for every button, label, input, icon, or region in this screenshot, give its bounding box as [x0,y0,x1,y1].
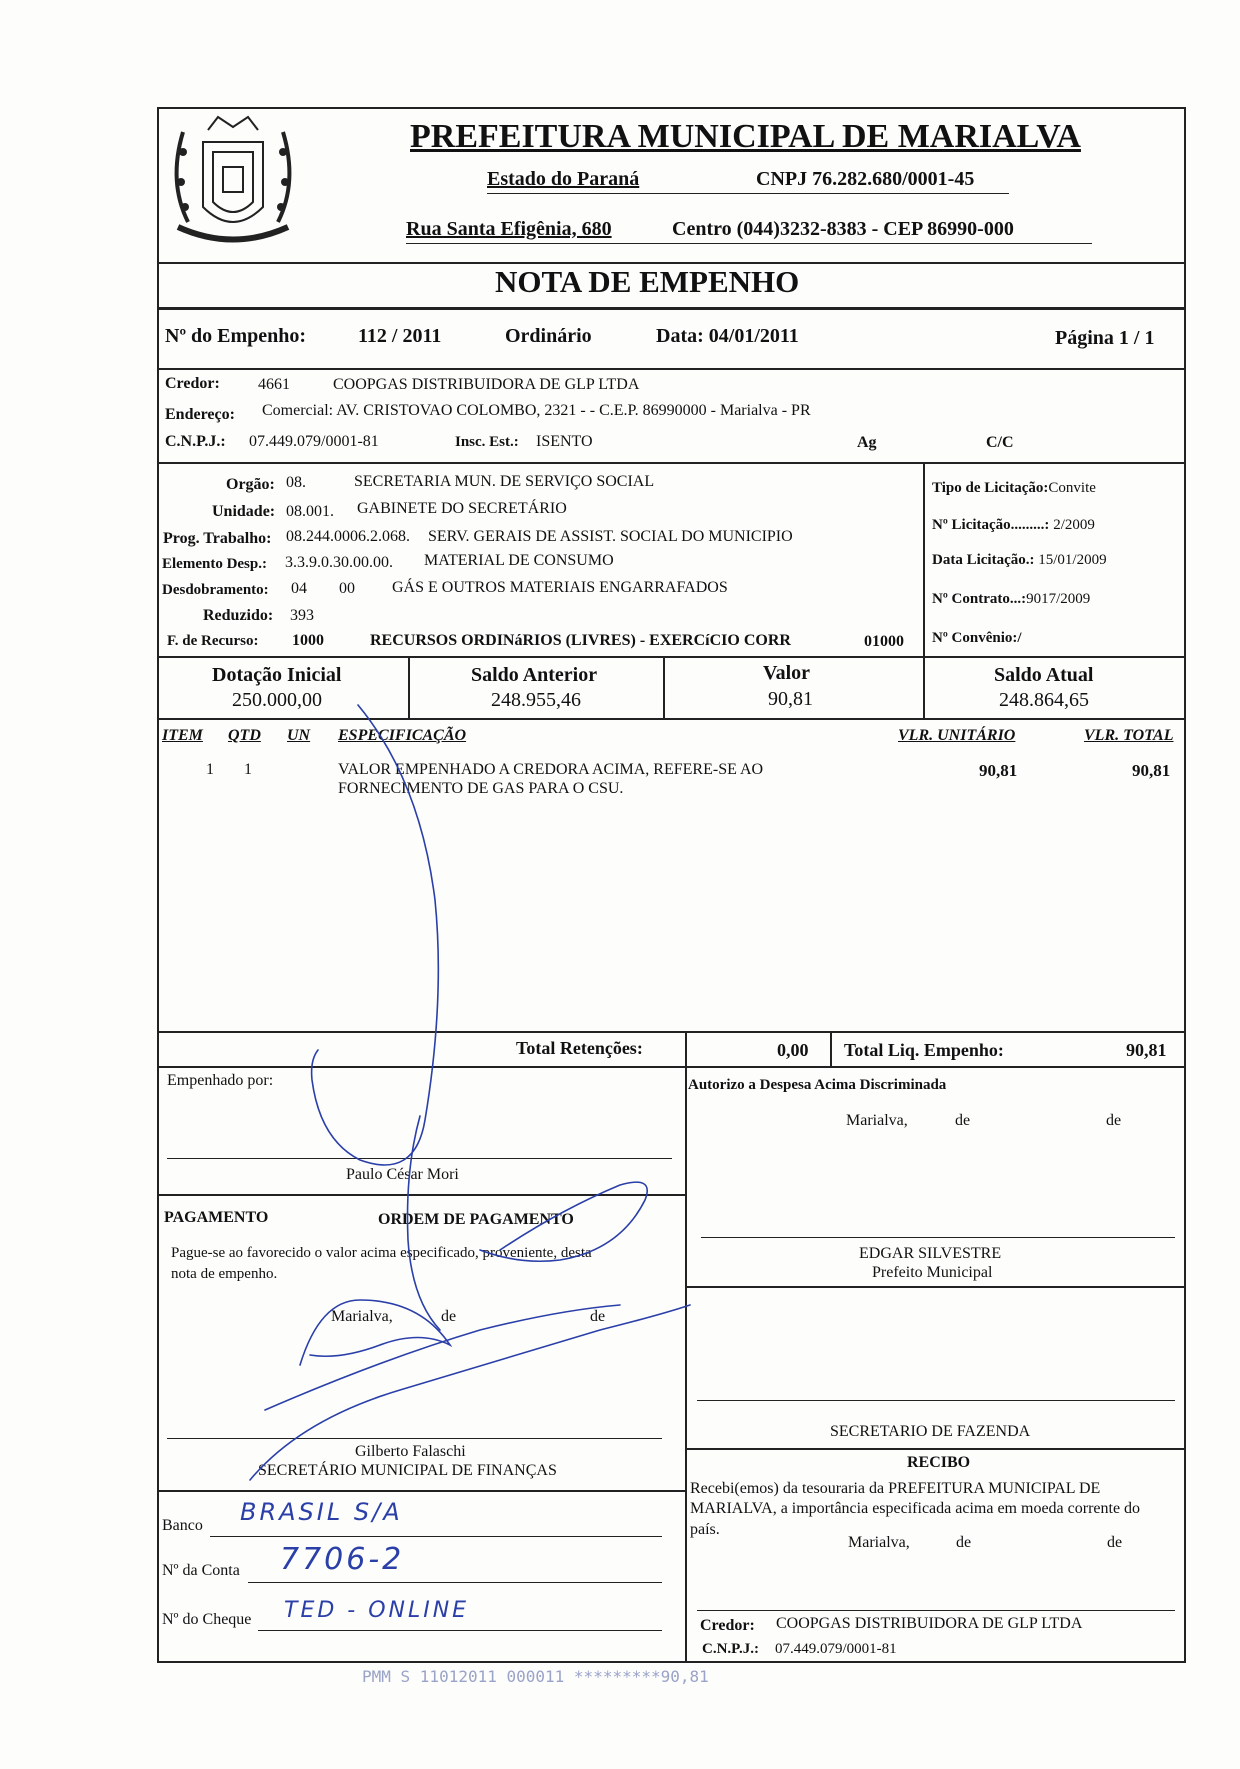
col-valor-total: VLR. TOTAL [1084,727,1174,744]
pagamento-text-1: Pague-se ao favorecido o valor acima especificado, proveniente, desta [171,1245,592,1261]
credor-label: Credor: [165,375,220,392]
header-underline-1 [487,193,1009,194]
saldo-divider-1 [408,656,410,718]
recibo-text-3: país. [690,1521,720,1538]
empenho-date: Data: 04/01/2011 [656,325,799,347]
pagamento-text-2: nota de empenho. [171,1266,278,1282]
item-valor-total: 90,81 [1132,761,1171,780]
autorizo-de-2: de [1106,1112,1122,1129]
num-licitacao-label: Nº Licitação.........: 2/2009 [932,517,1095,533]
cheque-handwritten: TED - ONLINE [284,1598,470,1623]
pagamento-de-2: de [590,1308,606,1325]
item-number: 1 [206,761,214,778]
orgao-label: Orgão: [226,476,275,493]
header-contact: Centro (044)3232-8383 - CEP 86990-000 [672,218,1014,240]
prog-label: Prog. Trabalho: [163,530,272,547]
retencoes-value: 0,00 [777,1040,809,1060]
header-address: Rua Santa Efigênia, 680 [406,218,612,240]
pagamento-label: PAGAMENTO [164,1209,269,1226]
desdobramento-b: 00 [339,580,355,597]
cheque-label: Nº do Cheque [162,1611,252,1628]
item-qtd: 1 [244,761,252,778]
col-valor-unitario: VLR. UNITÁRIO [898,727,1016,744]
totals-divider-1 [685,1031,687,1067]
conta-label: Nº da Conta [162,1562,240,1579]
col-especificacao: ESPECIFICAÇÃO [338,727,467,744]
fazenda-divider [685,1448,1186,1450]
recibo-label: RECIBO [907,1454,971,1471]
account-label: C/C [986,434,1014,451]
desdobramento-a: 04 [291,580,307,597]
liquido-value: 90,81 [1126,1040,1167,1060]
pagamento-signer: Gilberto Falaschi [355,1443,466,1460]
pagamento-de-1: de [441,1308,457,1325]
autorizo-city: Marialva, [846,1112,908,1129]
doc-title: NOTA DE EMPENHO [495,264,800,299]
empenho-number-label: Nº do Empenho: [165,325,307,347]
fazenda-title: SECRETARIO DE FAZENDA [830,1423,1031,1440]
pagamento-divider [157,1490,685,1492]
contrato-label: Nº Contrato...:9017/2009 [932,591,1091,607]
fonte-recurso-number: 01000 [864,633,904,650]
prog-desc: SERV. GERAIS DE ASSIST. SOCIAL DO MUNICIPIO [428,528,793,545]
recibo-credor-label: Credor: [700,1617,755,1634]
conta-handwritten: 7706-2 [280,1542,405,1577]
elemento-code: 3.3.9.0.30.00.00. [285,554,393,571]
dotacao-label: Dotação Inicial [212,664,342,686]
saldo-atual-label: Saldo Atual [994,664,1094,686]
credor-ie: ISENTO [536,433,593,450]
elemento-label: Elemento Desp.: [162,556,267,572]
empenho-number: 112 / 2011 [358,325,442,347]
saldo-atual-value: 248.864,65 [999,689,1089,711]
unidade-desc: GABINETE DO SECRETÁRIO [357,500,567,517]
ordem-pagamento-label: ORDEM DE PAGAMENTO [378,1211,574,1228]
conta-line [248,1582,662,1583]
page-number: Página 1 / 1 [1055,327,1155,349]
recibo-de-2: de [1107,1534,1123,1551]
elemento-desc: MATERIAL DE CONSUMO [424,552,614,569]
totals-bottom-divider [157,1066,1186,1068]
mayor-title: Prefeito Municipal [872,1264,993,1281]
credor-code: 4661 [258,376,290,393]
fonte-recurso-label: F. de Recurso: [167,633,259,649]
authentication-stamp: PMM S 11012011 000011 *********90,81 [362,1667,709,1686]
prog-code: 08.244.0006.2.068. [286,528,410,545]
cnpj-label: C.N.P.J.: [165,433,226,450]
banco-line [210,1536,662,1537]
item-spec-line1: VALOR EMPENHADO A CREDORA ACIMA, REFERE-SE AO [338,761,764,778]
credor-divider [157,462,1186,464]
orcamento-vertical-divider [923,462,925,657]
recibo-de-1: de [956,1534,972,1551]
unidade-code: 08.001. [286,503,334,520]
recibo-cnpj-label: C.N.P.J.: [702,1641,759,1657]
tipo-licitacao-label: Tipo de Licitação:Convite [932,480,1096,496]
empenho-divider [157,368,1186,370]
recibo-cnpj: 07.449.079/0001-81 [775,1641,897,1657]
orgao-code: 08. [286,474,306,491]
autorizo-de-1: de [955,1112,971,1129]
empenhado-sign-line [167,1158,672,1159]
header-title: PREFEITURA MUNICIPAL DE MARIALVA [410,118,1081,155]
data-licitacao-label: Data Licitação.: 15/01/2009 [932,552,1107,568]
recibo-credor: COOPGAS DISTRIBUIDORA DE GLP LTDA [776,1615,1083,1632]
coat-of-arms-logo [163,112,303,258]
address-label: Endereço: [165,406,235,423]
saldo-anterior-label: Saldo Anterior [471,664,598,686]
orgao-desc: SECRETARIA MUN. DE SERVIÇO SOCIAL [354,473,655,490]
empenhado-divider [157,1194,685,1196]
saldo-divider-2 [663,656,665,718]
liquido-label: Total Liq. Empenho: [844,1040,1004,1060]
title-divider [157,307,1186,310]
item-spec-line2: FORNECIMENTO DE GAS PARA O CSU. [338,780,624,797]
reduzido-code: 393 [290,607,314,624]
col-qtd: QTD [228,727,261,744]
cheque-line [258,1630,662,1631]
pagamento-sign-line [167,1438,662,1439]
mayor-sign-line [701,1237,1175,1238]
reduzido-label: Reduzido: [203,607,274,624]
credor-cnpj: 07.449.079/0001-81 [249,433,379,450]
empenhado-label: Empenhado por: [167,1072,274,1089]
fonte-recurso-code: 1000 [292,632,324,649]
mayor-divider [685,1286,1186,1288]
recibo-text-2: MARIALVA, a importância especificada acima em moeda corrente do [690,1500,1141,1517]
totals-top-divider [157,1031,1186,1033]
empenhado-name: Paulo César Mori [346,1166,459,1183]
desdobramento-desc: GÁS E OUTROS MATERIAIS ENGARRAFADOS [392,579,728,596]
header-underline-2 [406,243,1092,244]
convenio-label: Nº Convênio:/ [932,630,1022,646]
pagamento-signer-title: SECRETÁRIO MUNICIPAL DE FINANÇAS [258,1462,557,1479]
saldo-divider-3 [923,656,925,718]
agency-label: Ag [857,434,877,451]
lower-vertical-divider [685,1066,687,1663]
header-state: Estado do Paraná [487,168,640,190]
dotacao-value: 250.000,00 [232,689,322,711]
recibo-sign-line [697,1610,1175,1611]
pagamento-city: Marialva, [331,1308,393,1325]
retencoes-label: Total Retenções: [516,1038,643,1058]
header-cnpj: CNPJ 76.282.680/0001-45 [756,168,975,190]
valor-label: Valor [763,662,811,684]
col-item: ITEM [162,727,203,744]
col-un: UN [287,727,311,744]
recibo-city: Marialva, [848,1534,910,1551]
banco-label: Banco [162,1517,203,1534]
valor-value: 90,81 [768,688,813,710]
empenho-type: Ordinário [505,325,592,347]
saldos-divider [157,718,1186,720]
mayor-name: EDGAR SILVESTRE [859,1245,1002,1262]
saldo-anterior-value: 248.955,46 [491,689,581,711]
item-valor-unitario: 90,81 [979,761,1018,780]
orcamento-divider [157,656,1186,658]
banco-handwritten: BRASIL S/A [240,1498,403,1526]
unidade-label: Unidade: [212,503,276,520]
recibo-text-1: Recebi(emos) da tesouraria da PREFEITURA MUNICIPAL DE [690,1480,1101,1497]
fonte-recurso-desc: RECURSOS ORDINáRIOS (LIVRES) - EXERCíCIO CORR [370,632,791,649]
totals-divider-2 [830,1031,832,1067]
ie-label: Insc. Est.: [455,434,519,450]
desdobramento-label: Desdobramento: [162,582,269,598]
autorizo-label: Autorizo a Despesa Acima Discriminada [688,1077,947,1093]
fazenda-sign-line [697,1400,1175,1401]
credor-name: COOPGAS DISTRIBUIDORA DE GLP LTDA [333,376,640,393]
credor-address: Comercial: AV. CRISTOVAO COLOMBO, 2321 - - C.E.P. 86990000 - Marialva - PR [262,402,811,419]
